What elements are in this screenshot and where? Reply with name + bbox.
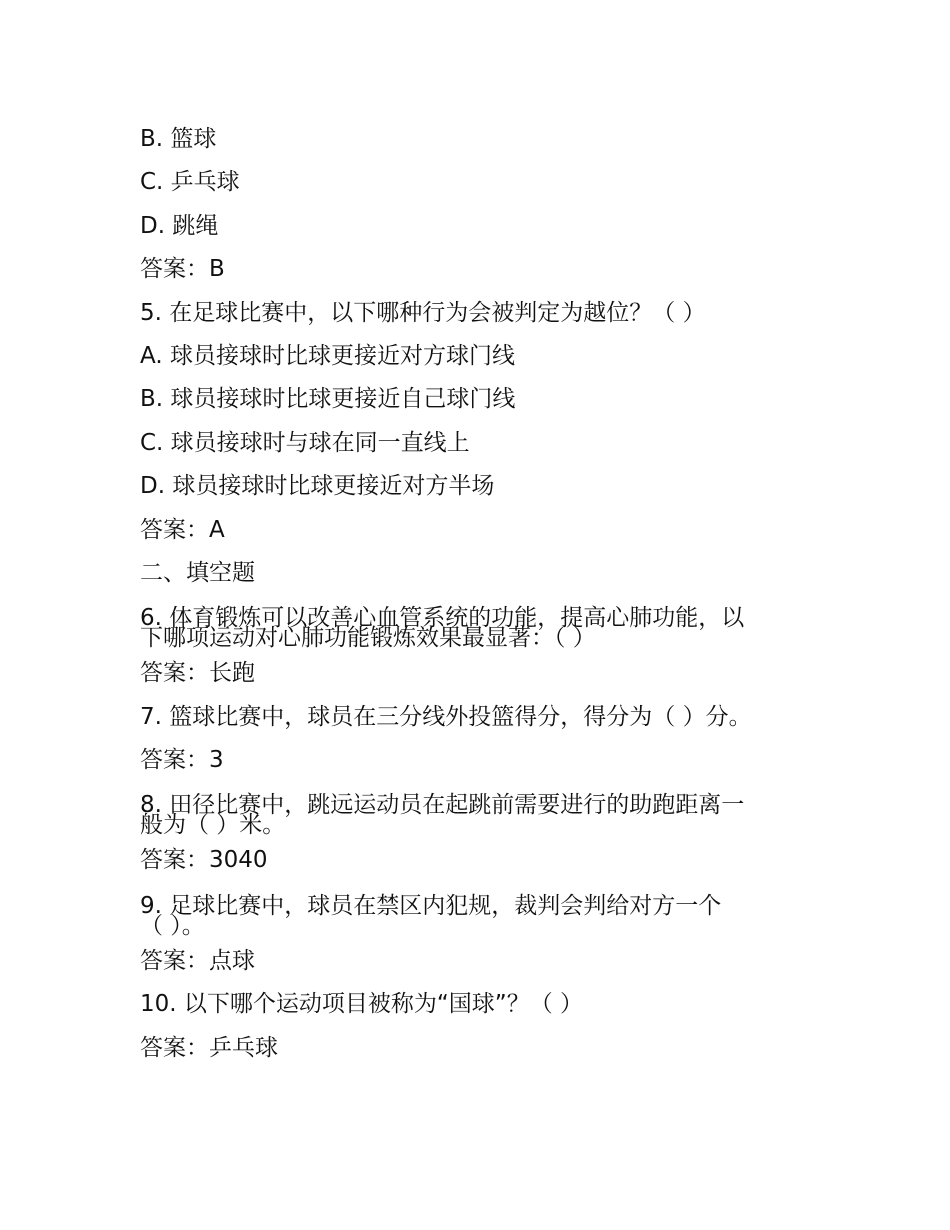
option-d-jumprope: D. 跳绳	[140, 212, 219, 239]
question-9-line-1: 9. 足球比赛中，球员在禁区内犯规，裁判会判给对方一个	[140, 892, 722, 919]
answer-6: 答案：长跑	[140, 660, 255, 687]
answer-8: 答案：3040	[140, 847, 268, 874]
question-5-option-c: C. 球员接球时与球在同一直线上	[140, 429, 470, 456]
question-7: 7. 篮球比赛中，球员在三分线外投篮得分，得分为（ ）分。	[140, 703, 752, 730]
question-8	[140, 789, 800, 839]
question-5-option-b: B. 球员接球时比球更接近自己球门线	[140, 386, 516, 413]
answer-10: 答案：乒乓球	[140, 1034, 278, 1061]
answer-4: 答案：B	[140, 256, 225, 283]
question-5: 5. 在足球比赛中，以下哪种行为会被判定为越位？（ ）	[140, 299, 706, 326]
question-6	[140, 602, 800, 652]
section-heading-fill-in: 二、填空题	[140, 559, 255, 586]
question-5-option-a: A. 球员接球时比球更接近对方球门线	[140, 342, 515, 369]
document-page	[140, 125, 800, 1077]
question-8-line-1: 8. 田径比赛中，跳远运动员在起跳前需要进行的助跑距离一	[140, 792, 745, 819]
question-8-line-2: 般为（ ）米。	[140, 812, 286, 839]
question-9	[140, 890, 800, 939]
answer-5: 答案：A	[140, 516, 225, 543]
option-c-pingpong: C. 乒乓球	[140, 169, 240, 196]
question-5-option-d: D. 球员接球时比球更接近对方半场	[140, 473, 495, 500]
question-10: 10. 以下哪个运动项目被称为“国球”？（ ）	[140, 991, 584, 1018]
answer-7: 答案：3	[140, 747, 224, 774]
question-6-line-1: 6. 体育锻炼可以改善心血管系统的功能，提高心肺功能，以	[140, 605, 745, 632]
option-b-basketball: B. 篮球	[140, 126, 217, 152]
question-6-line-2: 下哪项运动对心肺功能锻炼效果最显著：（ ）	[140, 625, 596, 652]
answer-9: 答案：点球	[140, 947, 255, 974]
question-9-line-2: （ ）。	[140, 912, 205, 939]
